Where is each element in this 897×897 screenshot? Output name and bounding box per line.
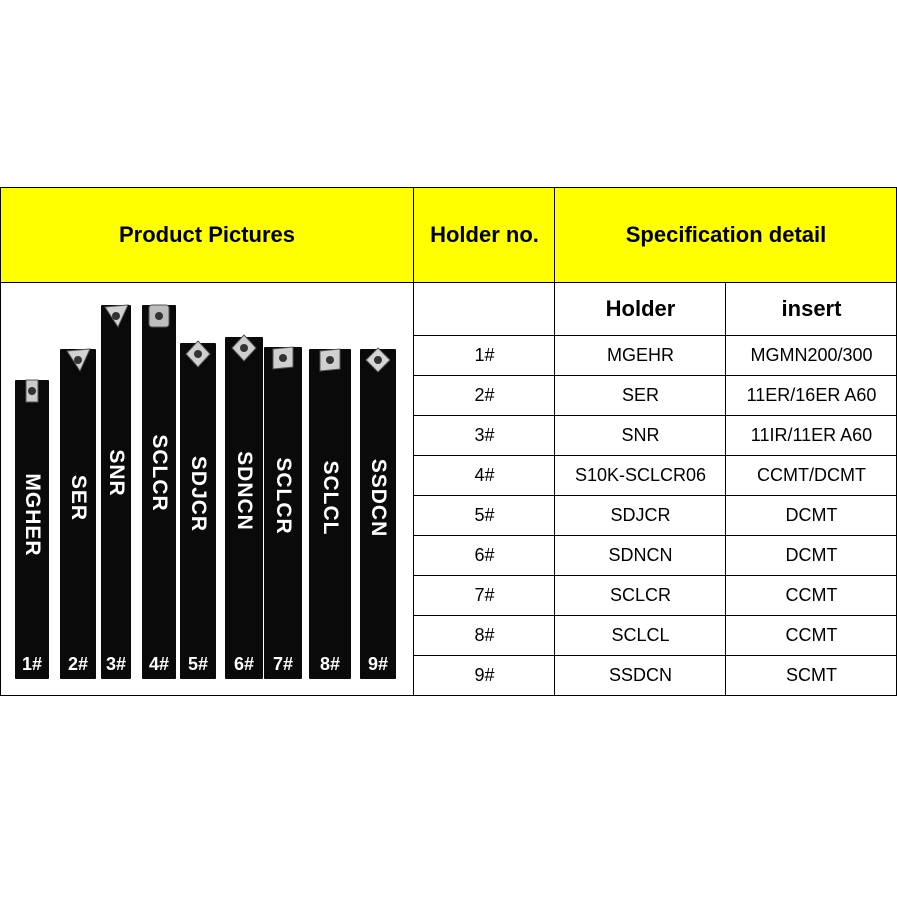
- tool-holder-2: [60, 349, 96, 679]
- header-product-pictures: Product Pictures: [118, 221, 296, 247]
- tool-label: SER: [67, 474, 90, 521]
- cell-holder: MGEHR: [607, 344, 674, 365]
- tool-number: 4#: [148, 654, 170, 674]
- grid-line: [414, 455, 897, 456]
- cell-insert: 11IR/11ER A60: [750, 424, 873, 445]
- tool-label: MGHER: [21, 472, 44, 557]
- grid-line: [414, 615, 897, 616]
- tool-label: SDNCN: [233, 451, 256, 531]
- carbide-insert-icon: [363, 345, 393, 375]
- cell-holder-no: 8#: [474, 624, 495, 645]
- tool-number: 6#: [233, 654, 255, 674]
- grid-line: [0, 187, 897, 188]
- cell-insert: MGMN200/300: [750, 344, 873, 365]
- carbide-insert-icon: [315, 345, 345, 375]
- carbide-insert-icon: [17, 376, 47, 406]
- cell-insert: CCMT/DCMT: [757, 464, 866, 485]
- cell-holder-no: 2#: [474, 384, 495, 405]
- cell-holder-no: 7#: [474, 584, 495, 605]
- subheader-holder: Holder: [605, 295, 676, 321]
- tool-label: SDJCR: [187, 456, 210, 533]
- tool-number: 7#: [272, 654, 294, 674]
- cell-holder-no: 5#: [474, 504, 495, 525]
- tool-number: 9#: [367, 654, 389, 674]
- tool-holder-3: [101, 305, 131, 679]
- tool-number: 2#: [67, 654, 89, 674]
- grid-line: [414, 575, 897, 576]
- grid-line: [414, 655, 897, 656]
- tool-label: SCLCR: [148, 434, 171, 512]
- tool-label: SNR: [105, 449, 128, 497]
- cell-holder: SER: [621, 384, 659, 405]
- cell-holder: SCLCR: [609, 584, 671, 605]
- grid-line: [413, 187, 414, 696]
- tool-number: 1#: [21, 654, 43, 674]
- tool-holder-4: [142, 305, 176, 679]
- grid-line: [414, 415, 897, 416]
- tool-holder-9: [360, 349, 396, 679]
- tool-label: SCLCR: [272, 457, 295, 536]
- cell-holder: SDJCR: [610, 504, 671, 525]
- cell-holder-no: 9#: [474, 664, 495, 685]
- tool-holder-1: [15, 380, 49, 679]
- grid-line: [554, 187, 555, 696]
- grid-line: [414, 495, 897, 496]
- tool-holder-5: [180, 343, 216, 679]
- header-holder-no: Holder no.: [430, 221, 539, 247]
- cell-insert: DCMT: [785, 504, 838, 525]
- tool-number: 3#: [105, 654, 127, 674]
- grid-line: [414, 335, 897, 336]
- cell-holder: SCLCL: [611, 624, 670, 645]
- grid-line: [0, 187, 1, 696]
- cell-holder-no: 1#: [474, 344, 495, 365]
- carbide-insert-icon: [63, 345, 93, 375]
- cell-insert: CCMT: [785, 584, 838, 605]
- cell-holder-no: 4#: [474, 464, 495, 485]
- carbide-insert-icon: [183, 339, 213, 369]
- grid-line: [414, 535, 897, 536]
- subheader-insert: insert: [781, 295, 842, 321]
- cell-holder-no: 6#: [474, 544, 495, 565]
- tool-number: 8#: [319, 654, 341, 674]
- carbide-insert-icon: [144, 301, 174, 331]
- cell-holder: SSDCN: [608, 664, 672, 685]
- cell-insert: CCMT: [785, 624, 838, 645]
- grid-line: [725, 282, 726, 696]
- tool-holder-6: [225, 337, 263, 679]
- tool-holder-8: [309, 349, 351, 679]
- tool-label: SSDCN: [367, 458, 390, 537]
- cell-holder: SDNCN: [608, 544, 673, 565]
- carbide-insert-icon: [229, 333, 259, 363]
- cell-holder: S10K-SCLCR06: [574, 464, 707, 485]
- cell-holder-no: 3#: [474, 424, 495, 445]
- grid-line: [414, 375, 897, 376]
- carbide-insert-icon: [101, 301, 131, 331]
- tool-holder-7: [264, 347, 302, 679]
- cell-insert: 11ER/16ER A60: [746, 384, 877, 405]
- cell-insert: SCMT: [786, 664, 837, 685]
- tool-number: 5#: [187, 654, 209, 674]
- header-specification-detail: Specification detail: [625, 221, 827, 247]
- grid-line: [0, 695, 897, 696]
- tool-label: SCLCL: [319, 460, 342, 535]
- carbide-insert-icon: [268, 343, 298, 373]
- cell-insert: DCMT: [785, 544, 838, 565]
- grid-line: [0, 282, 897, 283]
- cell-holder: SNR: [621, 424, 660, 445]
